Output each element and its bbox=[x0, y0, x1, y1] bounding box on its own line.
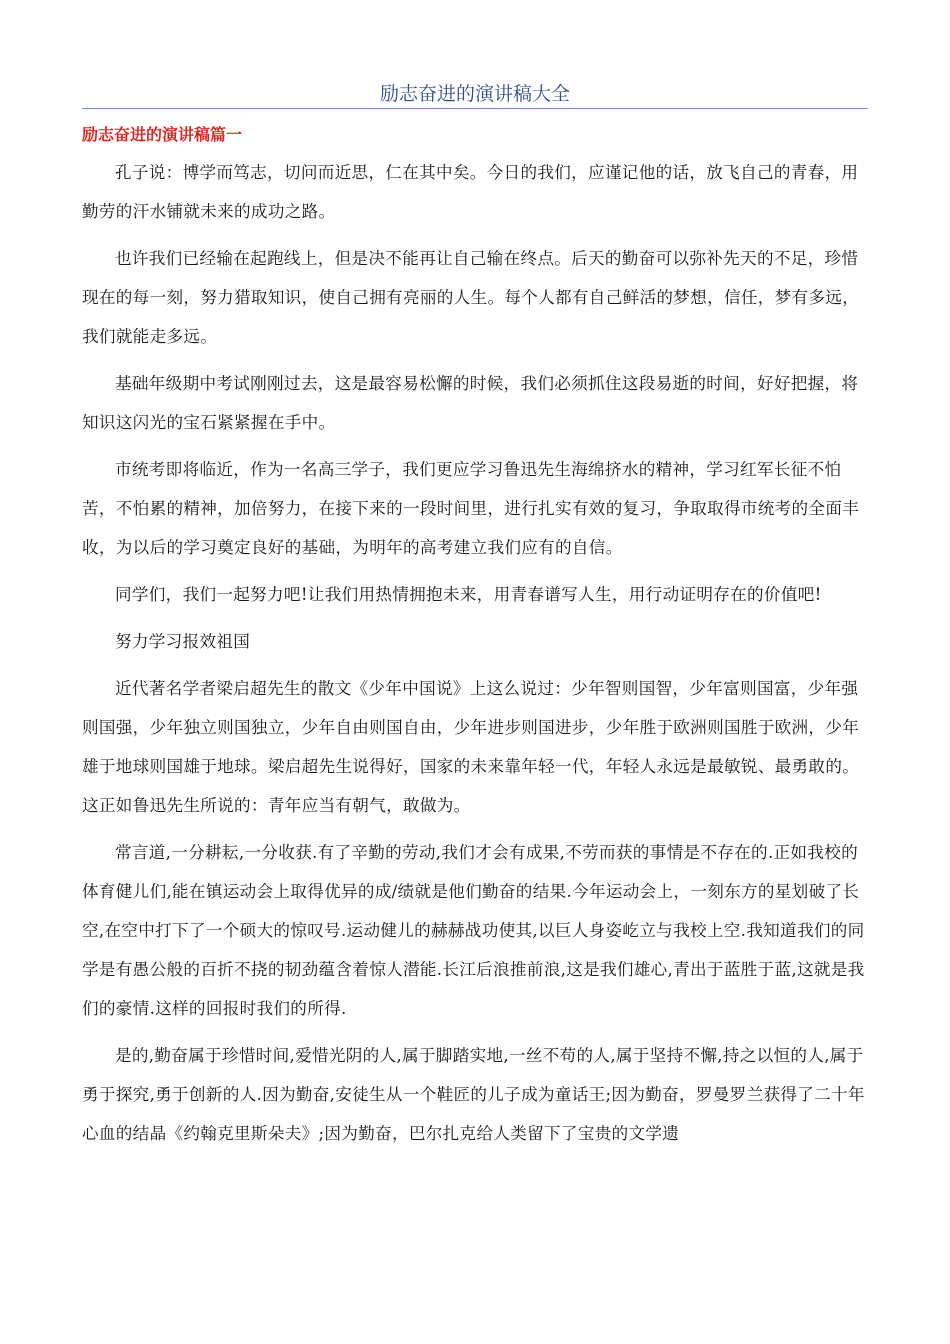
paragraph-3: 基础年级期中考试刚刚过去，这是最容易松懈的时候，我们必须抓住这段易逝的时间，好好把握，将知识这闪光的宝石紧紧握在手中。 bbox=[82, 374, 859, 432]
paragraph-8: 是的,勤奋属于珍惜时间,爱惜光阴的人,属于脚踏实地,一丝不苟的人,属于坚持不懈,持之以恒的人,属于勇于探究,勇于创新的人.因为勤奋,安徒生从一个鞋匠的儿子成为童话王;因为勤奋，罗曼罗兰获得了二十年心血的结晶《约翰克里斯朵夫》;因为勤奋，巴尔扎克给人类留下了宝贵的文学遗 bbox=[82, 1046, 865, 1143]
paragraph-1: 孔子说：博学而笃志，切问而近思，仁在其中矣。今日的我们，应谨记他的话，放飞自己的青春，用勤劳的汗水铺就未来的成功之路。 bbox=[82, 163, 859, 221]
paragraph-7: 常言道,一分耕耘,一分收获.有了辛勤的劳动,我们才会有成果,不劳而获的事情是不存在的.正如我校的体育健儿们,能在镇运动会上取得优异的成/绩就是他们勤奋的结果.今年运动会上，一刻东方的星划破了长空,在空中打下了一个硕大的惊叹号.运动健儿的赫赫战功使其,以巨人身姿屹立与我校上空.我知道我们的同学是有愚公般的百折不挠的韧劲蕴含着惊人潜能.长江后浪推前浪,这是我们雄心,青出于蓝胜于蓝,这就是我们的豪情.这样的回报时我们的所得. bbox=[82, 843, 865, 1018]
paragraph-4: 市统考即将临近，作为一名高三学子，我们更应学习鲁迅先生海绵挤水的精神，学习红军长征不怕苦，不怕累的精神，加倍努力，在接下来的一段时间里，进行扎实有效的复习，争取取得市统考的全面丰收，为以后的学习奠定良好的基础，为明年的高考建立我们应有的自信。 bbox=[82, 460, 860, 557]
paragraph-6: 近代著名学者梁启超先生的散文《少年中国说》上这么说过：少年智则国智，少年富则国富，少年强则国强，少年独立则国独立，少年自由则国自由，少年进步则国进步，少年胜于欧洲则国胜于欧洲，少年雄于地球则国雄于地球。梁启超先生说得好，国家的未来靠年轻一代，年轻人永远是最敏锐、最勇敢的。这正如鲁迅先生所说的：青年应当有朝气，敢做为。 bbox=[82, 679, 860, 815]
paragraph-subheading: 努力学习报效祖国 bbox=[115, 632, 251, 651]
paragraph-2: 也许我们已经输在起跑线上，但是决不能再让自己输在终点。后天的勤奋可以弥补先天的不足，珍惜现在的每一刻，努力猎取知识，使自己拥有亮丽的人生。每个人都有自己鲜活的梦想，信任，梦有多远，我们就能走多远。 bbox=[82, 249, 860, 346]
page-header-title: 励志奋进的演讲稿大全 bbox=[82, 0, 868, 109]
section-title: 励志奋进的演讲稿篇一 bbox=[82, 125, 243, 144]
paragraph-5: 同学们，我们一起努力吧!让我们用热情拥抱未来，用青春谱写人生，用行动证明存在的价值吧! bbox=[115, 585, 822, 604]
